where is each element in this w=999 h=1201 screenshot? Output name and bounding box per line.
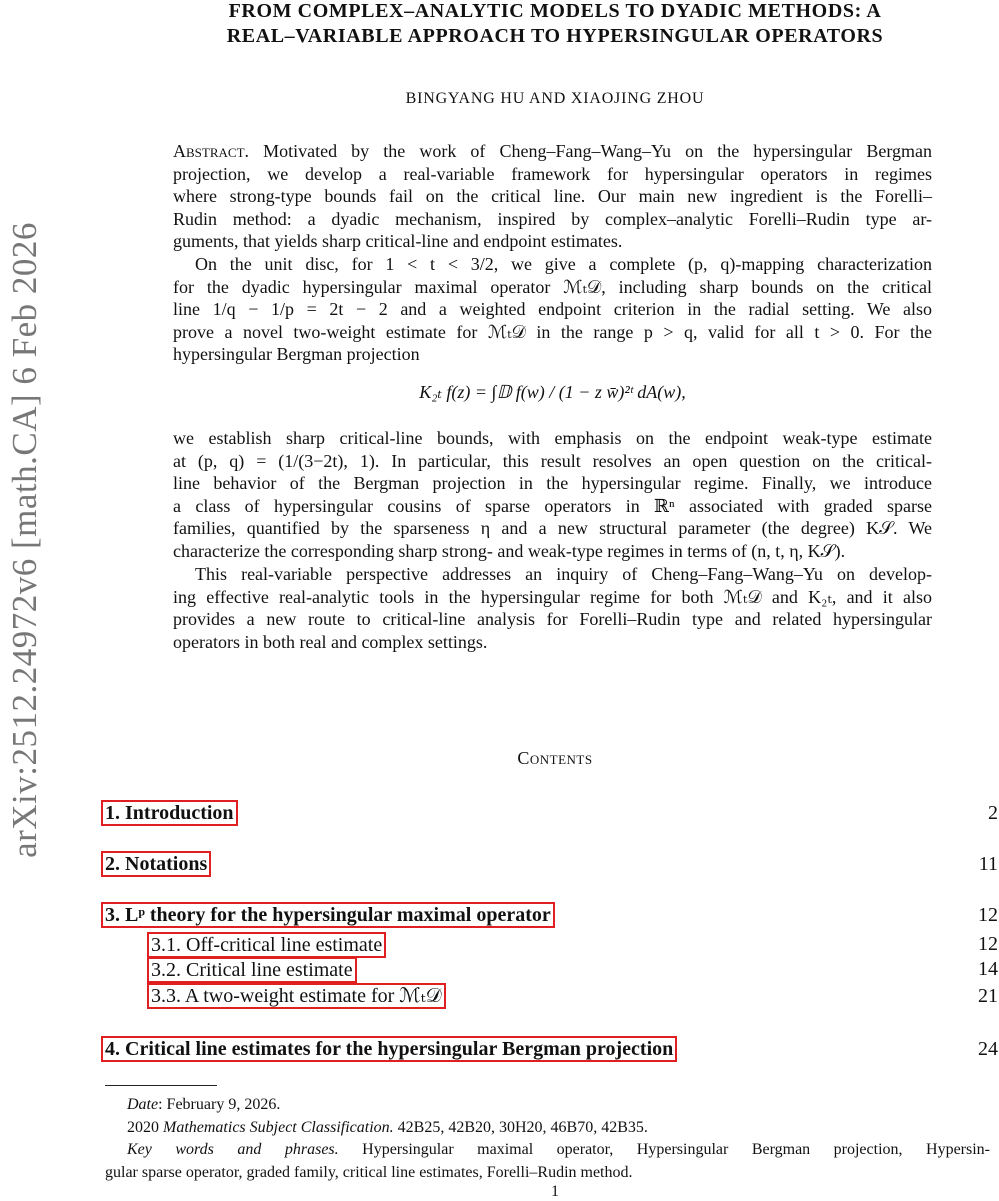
toc-page: 24 <box>978 1038 998 1060</box>
abstract-paragraph-4 <box>173 563 932 653</box>
msc-label: Mathematics Subject Classification. <box>163 1118 394 1136</box>
paper-title-line-1: FROM COMPLEX–ANALYTIC MODELS TO DYADIC METHODS: A <box>228 0 882 22</box>
text-line: Rudin method: a dyadic mechanism, inspired by complex–analytic Forelli–Rudin type ar- <box>173 208 932 229</box>
text-line: provides a new route to critical-line analysis for Forelli–Rudin type and related hypersingular <box>173 609 932 630</box>
date-label: Date <box>127 1096 159 1113</box>
text-line: This real-variable perspective addresses an inquiry of Cheng–Fang–Wang–Yu on develop- <box>195 564 932 584</box>
footnotes <box>105 1094 990 1184</box>
text-line: we establish sharp critical-line bounds, with emphasis on the endpoint weak-type estimate <box>173 428 932 448</box>
toc-page: 21 <box>978 985 998 1007</box>
toc-link[interactable]: 2. Notations <box>101 851 211 877</box>
msc-codes: 42B25, 42B20, 30H20, 46B70, 42B35. <box>393 1118 648 1136</box>
toc-link[interactable]: 1. Introduction <box>101 800 238 826</box>
toc-entry-3-2[interactable] <box>101 957 998 981</box>
abstract-label: Abstract. <box>173 141 250 161</box>
text-line: at (p, q) = (1/(3−2t), 1). In particular, this result resolves an open question on the critical- <box>173 450 932 471</box>
toc-page: 11 <box>978 853 998 875</box>
bergman-projection-formula: K₂ₜ f(z) = ∫𝔻 f(w) / (1 − z w̄)²ᵗ dA(w), <box>419 382 686 402</box>
abstract-paragraph-2 <box>173 253 932 366</box>
text-line: guments, that yields sharp critical-line and endpoint estimates. <box>173 231 623 252</box>
date-value: : February 9, 2026. <box>158 1096 281 1113</box>
text-line: hypersingular Bergman projection <box>173 344 420 365</box>
toc-link[interactable]: 3. Lᵖ theory for the hypersingular maximal operator <box>101 902 555 928</box>
footnote-date <box>105 1094 990 1117</box>
footnote-keywords-line-1 <box>105 1139 990 1162</box>
toc-entry-3-1[interactable] <box>101 932 998 956</box>
text-line: a class of hypersingular cousins of sparse operators in ℝⁿ associated with graded sparse <box>173 495 932 516</box>
keywords-text: Hypersingular maximal operator, Hypersingular Bergman projection, Hypersin- <box>338 1141 991 1158</box>
text-line: characterize the corresponding sharp strong- and weak-type regimes in terms of (n, t, η, K𝒮). <box>173 540 846 561</box>
text-line: families, quantified by the sparseness η and a new structural parameter (the degree) K𝒮. We <box>173 518 932 539</box>
text-line: line behavior of the Bergman projection in the hypersingular regime. Finally, we introduce <box>173 473 932 494</box>
toc-entry-lp-theory[interactable] <box>101 902 998 928</box>
page-number: 1 <box>551 1183 559 1200</box>
text-line: for the dyadic hypersingular maximal operator ℳₜ𝒟, including sharp bounds on the critical <box>173 276 932 297</box>
toc-link[interactable]: 3.3. A two-weight estimate for ℳₜ𝒟 <box>147 983 446 1009</box>
text-line: On the unit disc, for 1 < t < 3/2, we give a complete (p, q)-mapping characterization <box>195 254 932 274</box>
toc-link[interactable]: 3.1. Off-critical line estimate <box>147 932 386 958</box>
toc-entry-3-3[interactable] <box>101 983 998 1009</box>
text-line: line 1/q − 1/p = 2t − 2 and a weighted endpoint criterion in the radial setting. We also <box>173 299 932 320</box>
toc-page: 12 <box>978 904 998 926</box>
abstract-paragraph-3 <box>173 427 932 563</box>
footnote-keywords-line-2: gular sparse operator, graded family, critical line estimates, Forelli–Rudin method. <box>105 1163 633 1181</box>
text-line: operators in both real and complex settings. <box>173 631 488 652</box>
toc-page: 12 <box>978 933 998 955</box>
msc-year: 2020 <box>127 1118 163 1136</box>
text-line: where strong-type bounds fail on the critical line. Our main new ingredient is the Forelli– <box>173 186 932 207</box>
toc-link[interactable]: 4. Critical line estimates for the hypersingular Bergman projection <box>101 1036 677 1062</box>
toc-entry-notations[interactable] <box>101 851 998 877</box>
text-line: ing effective real-analytic tools in the hypersingular regime for both ℳₜ𝒟 and K₂ₜ, and it also <box>173 586 932 607</box>
keywords-label: Key words and phrases. <box>127 1141 339 1158</box>
toc-entry-bergman[interactable] <box>101 1036 998 1062</box>
authors: BINGYANG HU AND XIAOJING ZHOU <box>405 90 705 107</box>
abstract-paragraph-1 <box>173 140 932 253</box>
arxiv-stamp: arXiv:2512.24972v6 [math.CA] 6 Feb 2026 <box>5 222 44 858</box>
paper-title-line-2: REAL–VARIABLE APPROACH TO HYPERSINGULAR OPERATORS <box>226 25 884 47</box>
toc-page: 14 <box>978 958 998 980</box>
contents-heading: Contents <box>517 748 593 768</box>
footnote-msc <box>105 1117 990 1140</box>
toc-entry-introduction[interactable] <box>101 800 998 826</box>
footnote-rule <box>105 1085 217 1086</box>
text-line: Motivated by the work of Cheng–Fang–Wang–Yu on the hypersingular Bergman <box>263 141 933 161</box>
toc-page: 2 <box>988 802 998 824</box>
toc-link[interactable]: 3.2. Critical line estimate <box>147 957 357 983</box>
text-line: prove a novel two-weight estimate for ℳₜ𝒟 in the range p > q, valid for all t > 0. For the <box>173 321 932 342</box>
text-line: projection, we develop a real-variable framework for hypersingular operators in regimes <box>173 163 932 184</box>
